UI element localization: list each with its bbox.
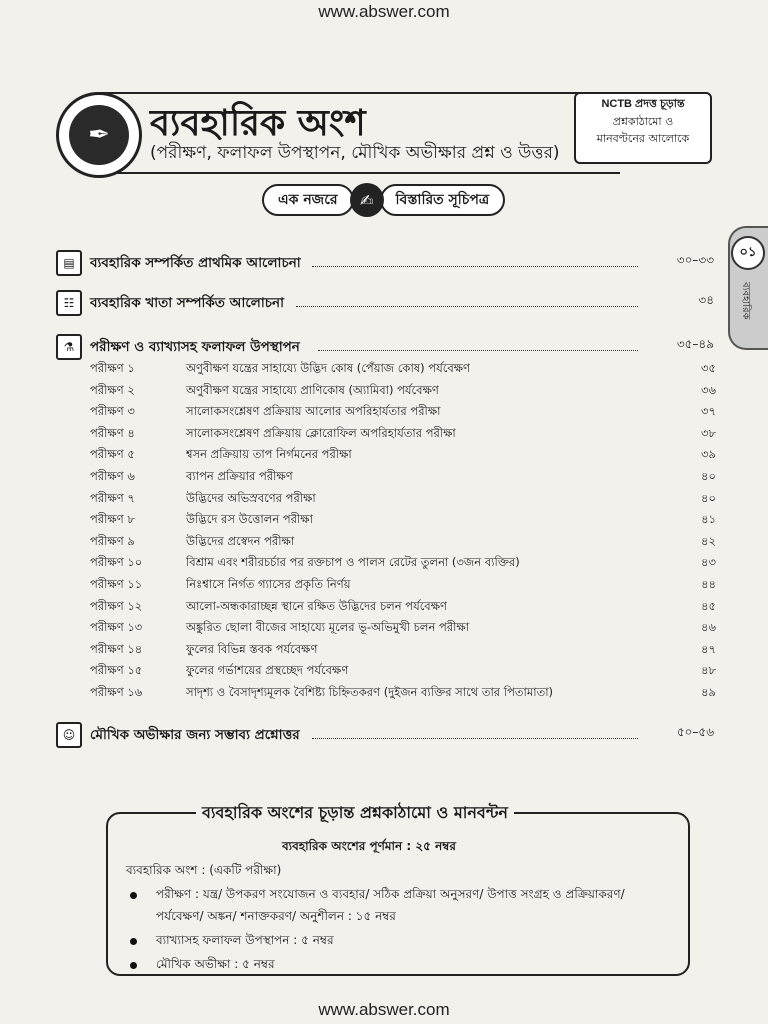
experiment-title: বিশ্রাম এবং শরীরচর্চার পর রক্তচাপ ও পালস রেটের তুলনা (৩জন ব্যক্তির)	[186, 555, 520, 569]
experiment-page: ৩৫	[701, 361, 716, 375]
experiment-page: ৩৬	[701, 383, 716, 397]
site-watermark-bottom: www.abswer.com	[318, 1000, 450, 1019]
leader-dots	[312, 738, 638, 739]
experiment-title: ফুলের গর্ভাশয়ের প্রস্থচ্ছেদ পর্যবেক্ষণ	[186, 663, 349, 677]
experiment-page: ৪৮	[701, 663, 716, 677]
experiment-page: ৪৫	[701, 599, 716, 613]
leader-dots	[312, 266, 638, 267]
experiment-page: ৩৯	[701, 447, 716, 461]
marks-box-title: ব্যবহারিক অংশের চূড়ান্ত প্রশ্নকাঠামো ও মানবন্টন	[196, 800, 514, 827]
experiment-label: পরীক্ষণ ১৩	[90, 620, 143, 634]
marks-item-2: ব্যাখ্যাসহ ফলাফল উপস্থাপন : ৫ নম্বর	[156, 933, 334, 947]
section-1-pages: ৩০–৩৩	[676, 253, 714, 267]
experiment-title: নিঃশ্বাসে নির্গত গ্যাসের প্রকৃতি নির্ণয়	[186, 577, 351, 591]
section-2-pages: ৩৪	[698, 293, 714, 307]
section-3-pages: ৩৫–৪৯	[676, 337, 714, 351]
experiment-label: পরীক্ষণ ৮	[90, 512, 135, 526]
experiment-label: পরীক্ষণ ৫	[90, 447, 135, 461]
marks-item-1: পরীক্ষণ : যন্ত্র/ উপকরণ সংযোজন ও ব্যবহার/ সঠিক প্রক্রিয়া অনুসরণ/ উপাত্ত সংগ্রহ ও প্রক্রিয়াকরণ/	[156, 887, 625, 901]
experiment-label: পরীক্ষণ ২	[90, 383, 135, 397]
experiment-title: অঙ্কুরিত ছোলা বীজের সাহায্যে মূলের ভূ-অভিমুখী চলন পরীক্ষা	[186, 620, 470, 634]
experiment-title: সালোকসংশ্লেষণ প্রক্রিয়ায় আলোর অপরিহার্যতার পরীক্ষা	[186, 404, 441, 418]
chapter-number: ০১	[731, 236, 765, 270]
experiment-page: ৪২	[701, 534, 716, 548]
marks-item-1b: পর্যবেক্ষণ/ অঙ্কন/ শনাক্তকরণ/ অনুশীলন : ১৫ নম্বর	[156, 909, 396, 923]
experiment-page: ৪৪	[701, 577, 716, 591]
experiment-page: ৩৭	[701, 404, 716, 418]
glance-right-label: বিস্তারিত সূচিপত্র	[380, 184, 506, 216]
experiment-page: ৪১	[701, 512, 716, 526]
site-watermark-top: www.abswer.com	[318, 2, 450, 21]
experiment-page: ৪০	[701, 469, 716, 483]
experiment-label: পরীক্ষণ ৪	[90, 426, 135, 440]
nctb-line-3: মানবণ্টনের আলোকে	[596, 132, 690, 145]
pen-icon: ✒	[69, 105, 129, 165]
leader-dots	[318, 350, 638, 351]
bullet	[130, 892, 137, 899]
experiment-page: ৪৯	[701, 685, 716, 699]
oral-pages: ৫০–৫৬	[676, 725, 714, 739]
experiment-title: ব্যাপন প্রক্রিয়ার পরীক্ষণ	[186, 469, 293, 483]
document-icon: ▤	[56, 250, 82, 276]
section-3-label: পরীক্ষণ ও ব্যাখ্যাসহ ফলাফল উপস্থাপন	[90, 338, 300, 355]
experiment-label: পরীক্ষণ ৭	[90, 491, 135, 505]
experiment-label: পরীক্ষণ ১৪	[90, 642, 143, 656]
people-icon: ☺	[56, 722, 82, 748]
experiment-page: ৪০	[701, 491, 716, 505]
experiment-title: শ্বসন প্রক্রিয়ায় তাপ নির্গমনের পরীক্ষা	[186, 447, 352, 461]
chapter-tab-label: ব্যবহারিক	[740, 282, 751, 320]
pen-nib-icon: ✍	[350, 183, 384, 217]
toc-section-1[interactable]	[56, 250, 301, 276]
experiment-page: ৪৩	[701, 555, 716, 569]
experiment-title: উদ্ভিদের প্রস্বেদন পরীক্ষা	[186, 534, 295, 548]
section-1-label: ব্যবহারিক সম্পর্কিত প্রাথমিক আলোচনা	[90, 254, 301, 271]
experiment-label: পরীক্ষণ ১০	[90, 555, 143, 569]
experiment-label: পরীক্ষণ ১	[90, 361, 135, 375]
experiment-page: ৩৮	[701, 426, 716, 440]
bullet	[130, 938, 137, 945]
experiment-label: পরীক্ষণ ১৬	[90, 685, 143, 699]
section-2-label: ব্যবহারিক খাতা সম্পর্কিত আলোচনা	[90, 294, 285, 311]
toc-section-oral[interactable]	[56, 722, 300, 748]
glance-left-label: এক নজরে	[262, 184, 354, 216]
page-title: ব্যবহারিক অংশ	[150, 102, 366, 144]
experiment-title: উদ্ভিদের অভিস্রবণের পরীক্ষা	[186, 491, 316, 505]
experiment-label: পরীক্ষণ ৬	[90, 469, 135, 483]
leader-dots	[296, 306, 638, 307]
experiment-page: ৪৭	[701, 642, 716, 656]
experiment-title: অণুবীক্ষণ যন্ত্রের সাহায্যে প্রাণিকোষ (অ্যামিবা) পর্যবেক্ষণ	[186, 383, 439, 397]
oral-label: মৌখিক অভীক্ষার জন্য সম্ভাব্য প্রশ্নোত্তর	[90, 726, 300, 743]
bullet	[130, 962, 137, 969]
experiment-label: পরীক্ষণ ৩	[90, 404, 135, 418]
page-subtitle: (পরীক্ষণ, ফলাফল উপস্থাপন, মৌখিক অভীক্ষার প্রশ্ন ও উত্তর)	[150, 143, 560, 163]
experiment-label: পরীক্ষণ ১১	[90, 577, 143, 591]
nctb-line-1: NCTB প্রদত্ত চূড়ান্ত	[601, 98, 685, 110]
compass-logo	[56, 92, 142, 178]
nctb-line-2: প্রশ্নকাঠামো ও	[612, 115, 674, 128]
experiment-label: পরীক্ষণ ৯	[90, 534, 135, 548]
notebook-icon: ☷	[56, 290, 82, 316]
experiment-label: পরীক্ষণ ১৫	[90, 663, 143, 677]
toc-section-2[interactable]	[56, 290, 284, 316]
toc-section-3[interactable]	[56, 334, 300, 360]
experiment-title: সালোকসংশ্লেষণ প্রক্রিয়ায় ক্লোরোফিল অপরিহার্যতার পরীক্ষা	[186, 426, 456, 440]
full-marks: ব্যবহারিক অংশের পূর্ণমান : ২৫ নম্বর	[282, 839, 456, 853]
experiment-label: পরীক্ষণ ১২	[90, 599, 143, 613]
marks-item-3: মৌখিক অভীক্ষা : ৫ নম্বর	[156, 957, 275, 971]
glance-header	[262, 186, 505, 214]
experiment-title: ফুলের বিভিন্ন স্তবক পর্যবেক্ষণ	[186, 642, 318, 656]
experiment-title: উদ্ভিদে রস উত্তোলন পরীক্ষা	[186, 512, 313, 526]
experiment-title: অণুবীক্ষণ যন্ত্রের সাহায্যে উদ্ভিদ কোষ (পেঁয়াজ কোষ) পর্যবেক্ষণ	[186, 361, 471, 375]
experiment-title: সাদৃশ্য ও বৈসাদৃশ্যমূলক বৈশিষ্ট্য চিহ্নিতকরণ (দুইজন ব্যক্তির সাথে তার পিতামাতা)	[186, 685, 554, 699]
practical-part: ব্যবহারিক অংশ : (একটি পরীক্ষা)	[126, 863, 282, 877]
experiment-page: ৪৬	[701, 620, 716, 634]
nctb-badge	[574, 92, 712, 164]
experiment-icon: ⚗	[56, 334, 82, 360]
experiment-title: আলো-অন্ধকারাচ্ছন্ন স্থানে রক্ষিত উদ্ভিদের চলন পর্যবেক্ষণ	[186, 599, 447, 613]
